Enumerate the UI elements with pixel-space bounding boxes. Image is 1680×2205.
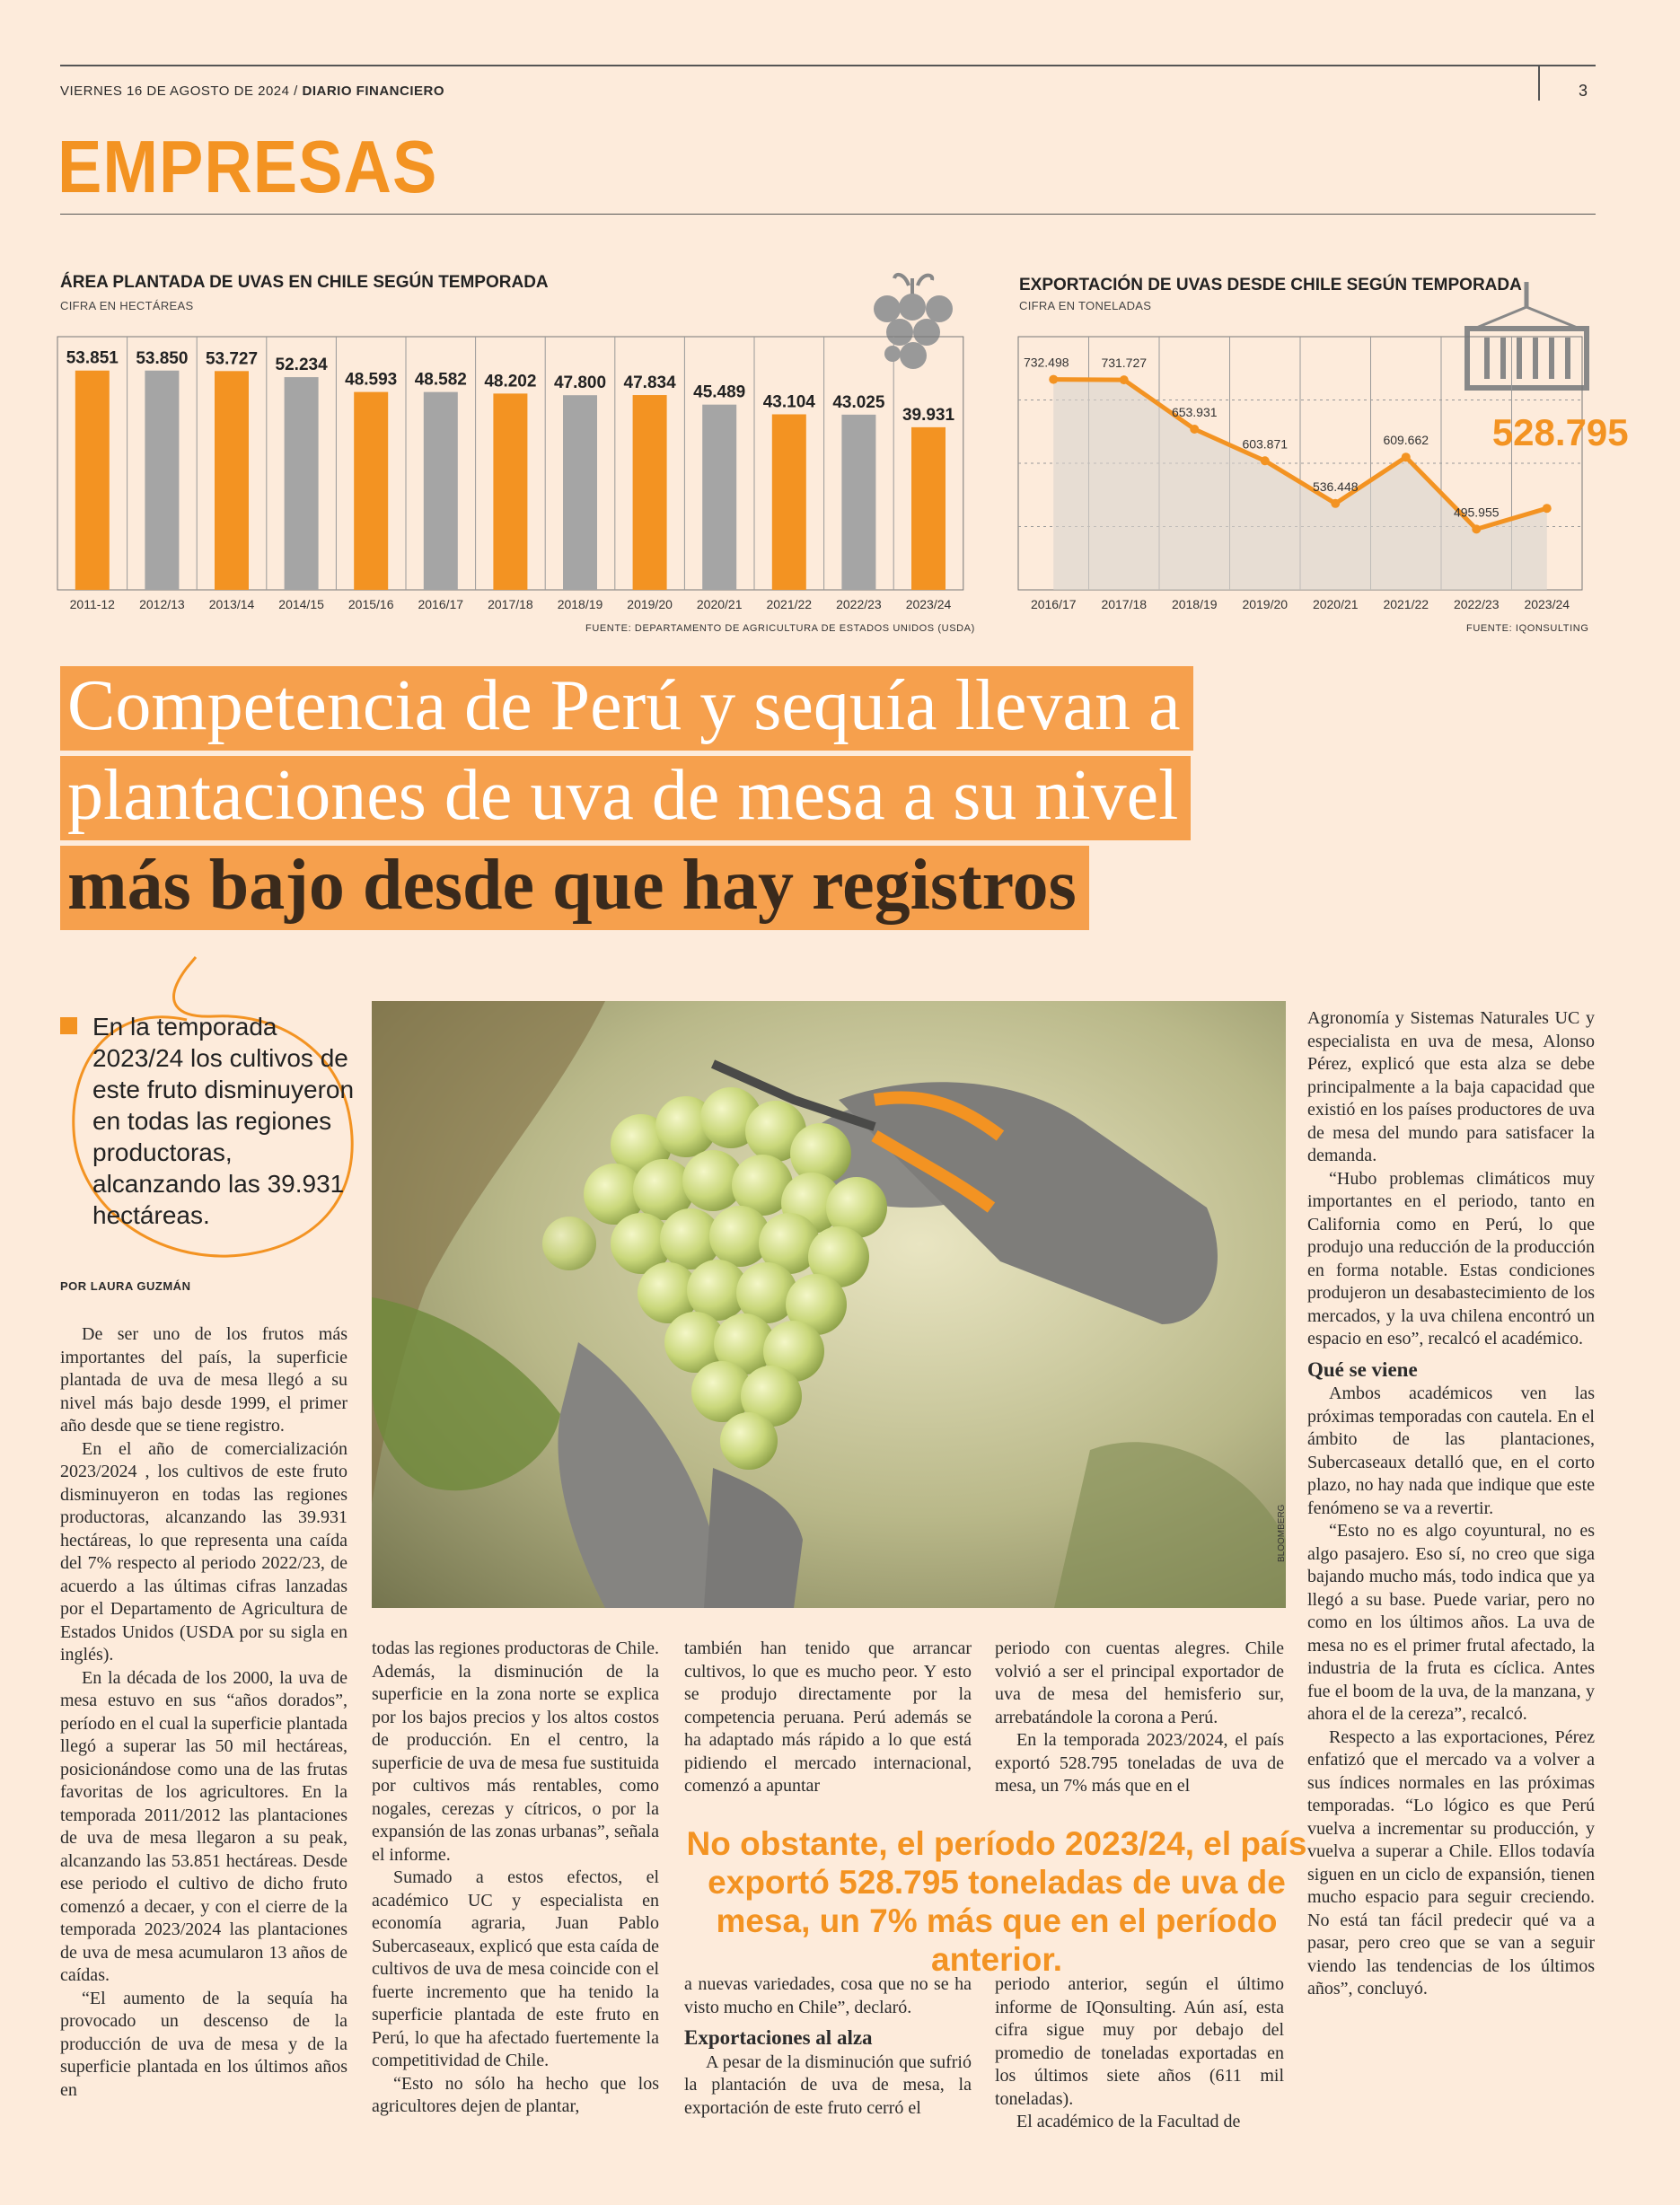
x-tick-label: 2017/18 (1101, 597, 1148, 611)
x-tick-label: 2019/20 (627, 597, 673, 611)
x-tick-label: 2023/24 (1524, 597, 1570, 611)
data-point (1120, 375, 1129, 384)
bar (841, 415, 875, 590)
paragraph: Respecto a las exportaciones, Pérez enfatizó que el mercado va a volver a sus índices normales en las próximas temporadas. “Lo lógico es que Perú vuelva a incrementar su producción, y vuelva a superar a Chile. Ellos todavía siguen en un ciclo de expansión, tienen mucho espacio para seguir creciendo. No está tan fácil predecir qué va a pasar, pero creo que se van a seguir viendo las tendencias de los últimos años”, concluyó. (1307, 1726, 1595, 1999)
paragraph: “El aumento de la sequía ha provocado un descenso de la producción de uva de mesa y de la superficie plantada en los últimos años en (60, 1988, 347, 2100)
x-tick-label: 2016/17 (1030, 597, 1077, 611)
bar (493, 393, 527, 590)
x-tick-label: 2015/16 (347, 597, 394, 611)
export-chart-subtitle: CIFRA EN TONELADAS (1019, 299, 1152, 312)
data-point (1402, 452, 1411, 461)
bar-value-label: 48.593 (345, 370, 398, 390)
column-1 (60, 1323, 347, 2102)
paragraph: En la década de los 2000, la uva de mesa estuvo en sus “años dorados”, período en el cual la superficie plantada llegó a superar las 50 mil hectáreas, posicionándose como una de las frutas favoritas de los agricultores. En la temporada 2011/2012 las plantaciones de uva de mesa llegaron a su peak, alcanzando las 53.851 hectáreas. Desde ese periodo el cultivo de dicho fruto comenzó a decaer, y con el cierre de la temporada 2023/2024 las plantaciones de uva de mesa acumularon 13 años de caídas. (60, 1667, 347, 1985)
x-tick-label: 2019/20 (1242, 597, 1289, 611)
headline-line-3: más bajo desde que hay registros (60, 846, 1089, 930)
column-4-top (995, 1638, 1284, 1798)
x-tick-label: 2016/17 (418, 597, 464, 611)
bar-value-label: 53.851 (66, 348, 119, 368)
paragraph: también han tenido que arrancar cultivos, lo que es mucho peor. Y esto se produjo directamente por la competencia peruana. Perú además se ha adaptado más rápido a lo que está pidiendo el mercado internacional, comenzó a apuntar (684, 1638, 972, 1796)
x-tick-label: 2020/21 (696, 597, 743, 611)
point-value-label: 495.955 (1453, 505, 1500, 520)
x-tick-label: 2013/14 (208, 597, 255, 611)
data-point (1543, 504, 1552, 513)
data-point (1049, 375, 1058, 384)
bar-value-label: 39.931 (902, 405, 955, 425)
column-4-bottom (995, 1973, 1284, 2134)
x-tick-label: 2022/23 (1453, 597, 1500, 611)
bar (911, 427, 946, 590)
bar-value-label: 48.582 (414, 370, 467, 390)
bar (633, 395, 667, 590)
x-tick-label: 2017/18 (488, 597, 533, 611)
lead-text: En la temporada 2023/24 los cultivos de este fruto disminuyeron en todas las regiones productoras, alcanzando las 39.931 hectáreas. (92, 1013, 355, 1229)
photo-credit: BLOOMBERG (1277, 1504, 1287, 1562)
x-tick-label: 2014/15 (278, 597, 324, 611)
bar-value-label: 43.104 (762, 392, 815, 412)
x-tick-label: 2012/13 (139, 597, 185, 611)
area-chart-source: FUENTE: DEPARTAMENTO DE AGRICULTURA DE ESTADOS UNIDOS (USDA) (585, 623, 975, 634)
page-divider-tick (1538, 65, 1540, 101)
newspaper-name: DIARIO FINANCIERO (302, 83, 445, 99)
top-rule (60, 65, 1596, 66)
x-tick-label: 2018/19 (1171, 597, 1218, 611)
paragraph: Ambos académicos ven las próximas temporadas con cautela. En el ámbito de las plantaciones, Subercaseaux detalló que, en el corto plazo, no hay nada que indique que este fenómeno se va a revertir. (1307, 1384, 1595, 1518)
point-value-label: 536.448 (1312, 479, 1359, 494)
paragraph: En el año de comercialización 2023/2024 , los cultivos de este fruto disminuyeron en todas las regiones productoras, alcanzando las 39.931 hectáreas, lo que representa una caída del 7% respecto al periodo 2022/23, de acuerdo a las últimas cifras lanzadas por el Departamento de Agricultura de Estados Unidos (USDA por su sigla en inglés). (60, 1438, 347, 1665)
headline (60, 666, 1193, 930)
subheading-que-se-viene: Qué se viene (1307, 1357, 1418, 1381)
section-rule (60, 214, 1596, 215)
headline-line-2: plantaciones de uva de mesa a su nivel (60, 756, 1191, 840)
x-tick-label: 2021/22 (1383, 597, 1429, 611)
paragraph: De ser uno de los frutos más importantes del país, la superficie plantada de uva de mesa llegó a su nivel más bajo desde 1999, el primer año desde que se tiene registro. (60, 1324, 347, 1436)
bar (145, 371, 179, 590)
bar-value-label: 52.234 (275, 356, 328, 375)
column-2 (372, 1638, 659, 2119)
bar-value-label: 53.850 (136, 348, 189, 368)
bar-value-label: 45.489 (693, 382, 746, 402)
area-bar-chart (54, 337, 979, 615)
point-value-label: 609.662 (1383, 433, 1429, 448)
data-point (1261, 456, 1270, 465)
x-tick-label: 2020/21 (1312, 597, 1359, 611)
bar (75, 371, 110, 590)
point-value-label: 653.931 (1171, 404, 1218, 419)
x-tick-label: 2022/23 (836, 597, 882, 611)
export-chart-source: FUENTE: IQONSULTING (1466, 623, 1589, 634)
pull-quote: No obstante, el período 2023/24, el país exportó 528.795 toneladas de uva de mesa, un 7% más que en el período anterior. (686, 1825, 1307, 1978)
column-5 (1307, 1007, 1595, 2001)
section-title: EMPRESAS (57, 125, 438, 209)
paragraph: Agronomía y Sistemas Naturales UC y especialista en uva de mesa, Alonso Pérez, explicó que esta alza se debe principalmente a la baja capacidad que existió en los países productores de uva de mesa del mundo para satisfacer la demanda. (1307, 1008, 1595, 1165)
bar (285, 377, 319, 590)
bar-value-label: 47.800 (553, 373, 607, 393)
bar (772, 414, 806, 590)
x-tick-label: 2023/24 (905, 597, 952, 611)
page-number: 3 (1579, 82, 1588, 100)
paragraph: El académico de la Facultad de (1016, 2112, 1241, 2131)
point-value-label: 732.498 (1023, 355, 1069, 370)
bar (424, 392, 458, 590)
date-text: VIERNES 16 DE AGOSTO DE 2024 / (60, 83, 298, 99)
headline-line-1: Competencia de Perú y sequía llevan a (60, 666, 1193, 751)
highlight-value: 528.795 (1491, 411, 1629, 454)
column-3-top (684, 1638, 972, 1798)
paragraph: “Esto no es algo coyuntural, no es algo pasajero. Eso sí, no creo que siga bajando mucho más, todo indica que ya llegó a su base. Puede variar, pero no como en los últimos años. La uva de mesa no es el primer frutal afectado, la industria de la fruta es cíclica. Antes fue el boom de la uva, de la manzana, y ahora el de la cereza”, recalcó. (1307, 1521, 1595, 1724)
grapes-photo (372, 1001, 1286, 1608)
bar (215, 371, 249, 590)
column-3-bottom (684, 1973, 972, 2120)
paragraph: “Esto no sólo ha hecho que los agricultores dejen de plantar, (372, 2073, 659, 2116)
subheading-exportaciones: Exportaciones al alza (684, 2026, 873, 2049)
area-chart-subtitle: CIFRA EN HECTÁREAS (60, 299, 194, 312)
data-point (1472, 524, 1481, 533)
x-tick-label: 2021/22 (766, 597, 813, 611)
lead-summary (60, 1011, 356, 1231)
byline: POR LAURA GUZMÁN (60, 1279, 191, 1293)
x-tick-label: 2011-12 (69, 597, 115, 611)
point-value-label: 731.727 (1101, 356, 1148, 371)
paragraph: periodo anterior, según el último informe de IQonsulting. Aún así, esta cifra sigue muy por debajo del promedio de toneladas exportadas en los últimos siete años (611 mil toneladas). (995, 1974, 1284, 2109)
export-chart-title: EXPORTACIÓN DE UVAS DESDE CHILE SEGÚN TEMPORADA (1019, 276, 1522, 294)
area-chart-title: ÁREA PLANTADA DE UVAS EN CHILE SEGÚN TEMPORADA (60, 273, 549, 292)
bar-value-label: 43.025 (832, 392, 885, 412)
data-point (1190, 425, 1199, 434)
x-tick-label: 2018/19 (557, 597, 603, 611)
export-line-chart (1015, 337, 1629, 615)
point-value-label: 603.871 (1242, 436, 1289, 452)
paragraph: A pesar de la disminución que sufrió la plantación de uva de mesa, la exportación de este fruto cerró el (684, 2051, 972, 2118)
paragraph: a nuevas variedades, cosa que no se ha visto mucho en Chile”, declaró. (684, 1974, 972, 2017)
bar-value-label: 53.727 (205, 349, 259, 369)
paragraph: periodo con cuentas alegres. Chile volvió a ser el principal exportador de uva de mesa del hemisferio sur, arrebatándole la corona a Perú. (995, 1638, 1284, 1727)
bar-value-label: 47.834 (623, 373, 676, 393)
paragraph: Sumado a estos efectos, el académico UC y especialista en economía agraria, Juan Pablo Subercaseaux, explicó que esta caída de cultivos de uva de mesa coincide con el fuerte incremento que ha tenido la superficie plantada de este fruto en Perú, lo que ha afectado fuertemente la competitividad de Chile. (372, 1867, 659, 2070)
bar (563, 395, 597, 590)
paragraph: todas las regiones productoras de Chile. Además, la disminución de la superficie en la zona norte se explica por los bajos precios y los altos costos de producción. En el centro, la superficie de uva de mesa fue sustituida por cultivos más rentables, como nogales, cerezas y cítricos, o por la expansión de las zonas urbanas”, señala el informe. (372, 1638, 659, 1865)
data-point (1331, 499, 1340, 508)
paragraph: En la temporada 2023/2024, el país exportó 528.795 toneladas de uva de mesa, un 7% más que en el (995, 1730, 1284, 1796)
bar-value-label: 48.202 (484, 372, 537, 391)
bar (702, 405, 736, 590)
bar (354, 392, 388, 590)
dateline (60, 83, 444, 99)
paragraph: “Hubo problemas climáticos muy importantes en el periodo, tanto en California como en Perú, lo que produjo una reducción de la producción en forma notable. Estas condiciones produjeron un desabastecimiento de los mercados, y la uva chilena encontró un espacio en eso”, recalcó el académico. (1307, 1168, 1595, 1348)
